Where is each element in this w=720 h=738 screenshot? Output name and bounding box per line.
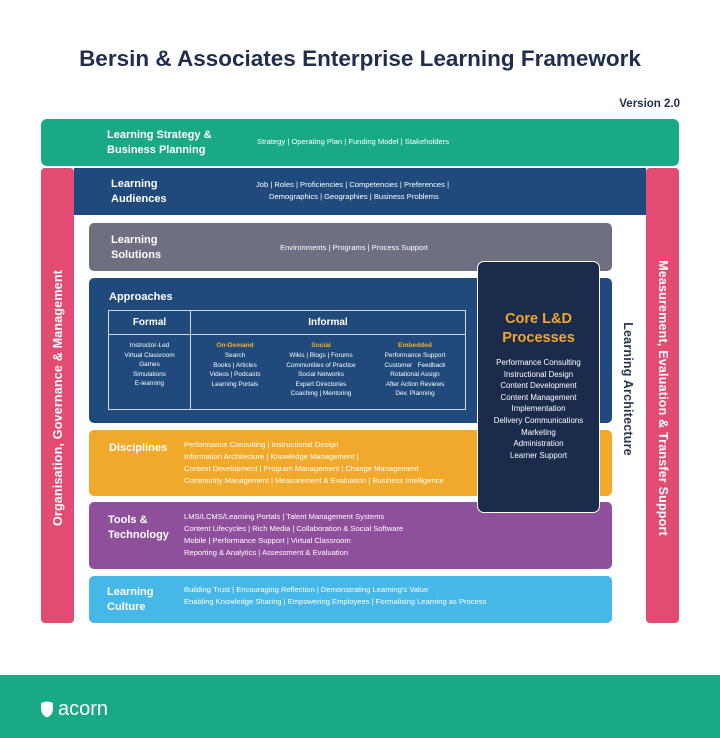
- formal-column: [109, 335, 191, 409]
- strategy-title: [107, 128, 212, 157]
- solutions-title-line-2: Solutions: [111, 248, 162, 261]
- on-demand-column: [189, 341, 281, 389]
- informal-header-cell: [191, 311, 465, 335]
- embedded-items: [369, 351, 461, 399]
- page-title: Bersin & Associates Enterprise Learning Framework: [79, 46, 641, 71]
- on-demand-header: On-Demand: [216, 342, 254, 349]
- embedded-header: Embedded: [398, 342, 432, 349]
- core-title-line-1: Core L&D: [505, 311, 572, 327]
- culture-title-line-1: Learning: [107, 586, 154, 598]
- social-item: Coaching | Mentoring: [290, 390, 352, 398]
- audiences-title-line-2: Audiences: [111, 192, 167, 205]
- embedded-item: Customer Feedback: [384, 361, 446, 369]
- audiences-desc: [256, 179, 449, 203]
- informal-header: Informal: [308, 317, 348, 328]
- core-item: Implementation: [511, 404, 566, 414]
- tools-desc: [184, 511, 403, 559]
- formal-item: Simulations: [132, 370, 167, 378]
- culture-line: Enabling Knowledge Sharing | Empowering Employees | Formalising Learning as Process: [184, 597, 487, 606]
- version-label: Version 2.0: [619, 98, 680, 110]
- core-items: [478, 357, 599, 461]
- embedded-item: Performance Support: [384, 352, 446, 359]
- tools-title-line-2: Technology: [108, 528, 169, 541]
- core-item: Performance Consulting: [496, 358, 581, 367]
- tools-line: Mobile | Performance Support | Virtual Classroom: [184, 536, 351, 545]
- core-item: Administration: [513, 439, 564, 449]
- disciplines-desc: [184, 439, 444, 487]
- strategy-title-line-1: Learning Strategy &: [107, 129, 212, 141]
- strategy-band: [41, 119, 679, 166]
- audiences-desc-line-2: Demographics | Geographies | Business Problems: [269, 192, 439, 201]
- solutions-title: [111, 233, 161, 262]
- tools-title: [108, 513, 169, 542]
- embedded-item: Dev. Planning: [395, 390, 435, 398]
- acorn-icon: [40, 701, 54, 718]
- on-demand-item: Learning Portals: [211, 380, 259, 388]
- strategy-desc: Strategy | Operating Plan | Funding Model | Stakeholders: [257, 137, 450, 146]
- culture-title: [107, 585, 153, 614]
- architecture-label: Learning Architecture: [621, 322, 635, 456]
- on-demand-item: Videos | Podcasts: [209, 371, 261, 379]
- core-item: Learner Support: [509, 450, 568, 460]
- social-item: Wikis | Blogs | Forums: [289, 352, 353, 359]
- audiences-title-line-1: Learning: [111, 178, 158, 190]
- footer-bar: [0, 675, 720, 738]
- social-column: [275, 341, 367, 399]
- culture-line: Building Trust | Encouraging Reflection | Demonstrating Learning's Value: [184, 585, 429, 594]
- disciplines-line: Performance Consulting | Instructional Design: [184, 440, 339, 449]
- social-header: Social: [311, 342, 331, 349]
- culture-desc: [184, 584, 486, 608]
- core-item: Instructional Design: [503, 369, 574, 379]
- social-item: Communities of Practice: [286, 361, 356, 369]
- solutions-desc: Environments | Programs | Process Support: [280, 243, 428, 252]
- formal-items: [109, 341, 190, 389]
- strategy-title-line-2: Business Planning: [107, 143, 206, 156]
- culture-title-line-2: Culture: [107, 600, 146, 613]
- formal-item: Instructor-Led: [129, 342, 170, 349]
- disciplines-line: Community Management | Measurement & Evaluation | Business Intelligence: [184, 476, 444, 485]
- core-item: Marketing: [521, 427, 556, 437]
- tools-title-line-1: Tools &: [108, 514, 148, 526]
- social-items: [275, 351, 367, 399]
- embedded-item: After Action Reviews: [385, 380, 445, 388]
- on-demand-item: Search: [224, 352, 246, 359]
- tools-line: Reporting & Analytics | Assessment & Evaluation: [184, 548, 349, 557]
- disciplines-line: Information Architecture | Knowledge Management |: [184, 452, 359, 461]
- formal-header: Formal: [132, 317, 167, 328]
- core-title: [478, 310, 599, 348]
- formal-header-cell: [109, 311, 191, 335]
- core-item: Delivery Communications: [493, 415, 584, 425]
- disciplines-title: Disciplines: [109, 442, 168, 454]
- formal-item: Virtual Classroom: [124, 351, 175, 359]
- embedded-column: [369, 341, 461, 399]
- social-item: Expert Directories: [295, 380, 347, 388]
- core-item: Content Management: [500, 392, 577, 402]
- solutions-title-line-1: Learning: [111, 234, 158, 246]
- core-processes-box: [477, 261, 600, 513]
- tools-line: LMS/LCMS/Learning Portals | Talent Management Systems: [184, 512, 385, 521]
- approaches-title: Approaches: [109, 291, 173, 303]
- formal-item: Games: [139, 361, 160, 369]
- approaches-table: [108, 310, 466, 410]
- embedded-item: Rotational Assign: [390, 371, 440, 379]
- social-item: Social Networks: [298, 371, 344, 379]
- core-title-line-2: Processes: [502, 330, 575, 346]
- disciplines-line: Content Development | Program Management | Change Management: [184, 464, 419, 473]
- on-demand-item: Books | Articles: [213, 361, 257, 369]
- formal-item: E-learning: [134, 380, 165, 388]
- culture-band: [89, 576, 612, 623]
- audiences-band: [74, 168, 646, 215]
- core-item: Content Development: [500, 381, 577, 391]
- governance-label: Organisation, Governance & Management: [51, 269, 65, 527]
- acorn-logo[interactable]: [40, 698, 108, 721]
- on-demand-items: [189, 351, 281, 389]
- brand-name: acorn: [58, 698, 109, 720]
- measurement-label: Measurement, Evaluation & Transfer Support: [656, 260, 670, 536]
- audiences-desc-line-1: Job | Roles | Proficiencies | Competencies | Preferences |: [256, 180, 450, 189]
- audiences-title: [111, 177, 167, 206]
- tools-line: Content Lifecycles | Rich Media | Collaboration & Social Software: [184, 524, 404, 533]
